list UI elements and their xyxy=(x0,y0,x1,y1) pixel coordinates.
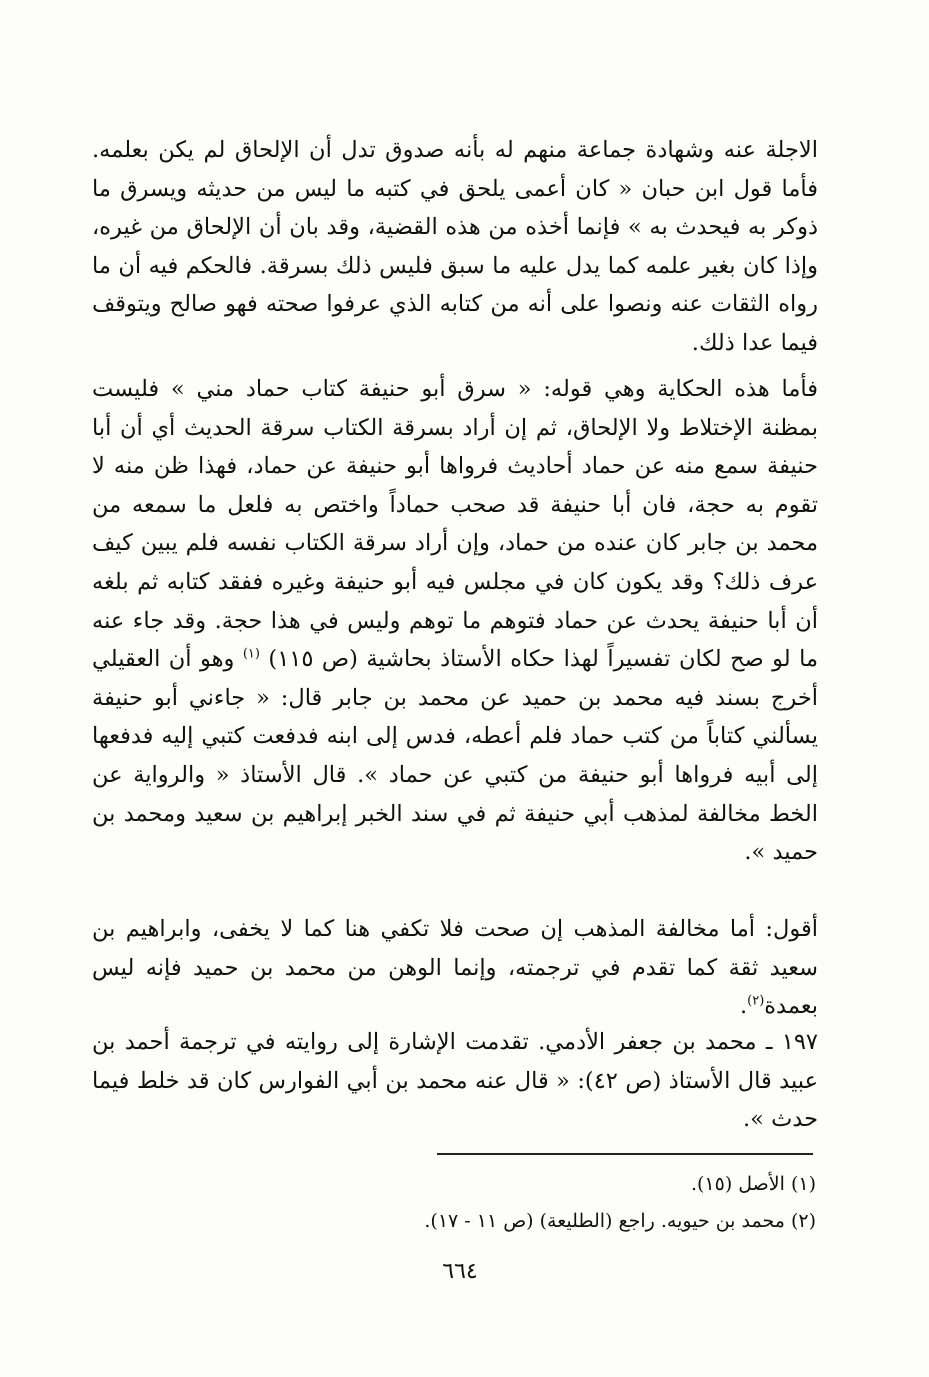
footnotes xyxy=(300,1166,816,1240)
paragraph-hikaya xyxy=(92,370,818,872)
footnote-reference-2: (٢) xyxy=(747,993,765,1009)
page-number: ٦٦٤ xyxy=(442,1259,478,1284)
entry-197 xyxy=(92,1023,818,1139)
paragraph-text-part: أقول: أما مخالفة المذهب إن صحت فلا تكفي هنا كما لا يخفى، وابراهيم بن سعيد ثقة كما تقدم في ترجمته، وإنما الوهن من محمد بن حميد فإنه ليس بعمدة xyxy=(92,916,818,1020)
paragraph-text-part: . xyxy=(739,993,748,1020)
footnote-reference-1: (١) xyxy=(242,646,260,662)
footnote-divider xyxy=(437,1153,813,1155)
paragraph-text: ١٩٧ ـ محمد بن جعفر الأدمي. تقدمت الإشارة إلى روايته في ترجمة أحمد بن عبيد قال الأستاذ (ص ٤٢): « قال عنه محمد بن أبي الفوارس كان قد خلط فيما حدث ». xyxy=(92,1029,818,1133)
footnote-2: (٢) محمد بن حيويه. راجع (الطليعة) (ص ١١ - ١٧). xyxy=(424,1210,816,1232)
paragraph-text xyxy=(92,370,818,872)
paragraph-text-part: فأما هذه الحكاية وهي قوله: « سرق أبو حنيفة كتاب حماد مني » فليست بمظنة الإختلاط ولا الإلحاق، ثم إن أراد بسرقة الكتاب سرقة الحديث أي أن أبا حنيفة سمع منه عن حماد أحاديث فرواها أبو حنيفة عن حماد، فهذا ظن منه لا تقوم به حجة، فان أبا حنيفة قد صحب حماداً واختص به فلعل ما سمعه من محمد بن جابر كان عنده من حماد، وإن أراد سرقة الكتاب نفسه فلم يبين كيف عرف ذلك؟ وقد يكون كان في مجلس فيه أبو حنيفة وغيره ففقد كتابه ثم بلغه أن أبا حنيفة يحدث عن حماد فتوهم ما توهم وليس في هذا حجة. وقد جاء عنه ما لو صح لكان تفسيراً لهذا حكاه الأستاذ بحاشية (ص ١١٥) xyxy=(92,376,818,673)
paragraph-text-part: وهو أن العقيلي أخرج بسند فيه محمد بن حميد عن محمد بن جابر قال: « جاءني أبو حنيفة يسألني كتاباً من كتب حماد فلم أعطه، فدس إلى ابنه فدفعت كتبي إليه فدفعها إلى أبيه فرواها أبو حنيفة من كتبي عن حماد ». قال الأستاذ « والرواية عن الخط مخالفة لمذهب أبي حنيفة ثم في سند الخبر إبراهيم بن سعيد ومحمد بن حميد ». xyxy=(92,646,818,866)
footnote-1: (١) الأصل (١٥). xyxy=(690,1173,816,1195)
paragraph-text: الاجلة عنه وشهادة جماعة منهم له بأنه صدوق تدل أن الإلحاق لم يكن بعلمه. فأما قول ابن حبان « كان أعمى يلحق في كتبه ما ليس من حديثه ويسرق ما ذوكر به فيحدث به » فإنما أخذه من هذه القضية، وقد بان أن الإلحاق من غيره، وإذا كان بغير علمه كما يدل عليه ما سبق فليس ذلك بسرقة. فالحكم فيه أن ما رواه الثقات عنه ونصوا على أنه من كتابه الذي عرفوا صحته فهو صالح ويتوقف فيما عدا ذلك. xyxy=(92,137,818,356)
paragraph-text xyxy=(92,910,818,1026)
paragraph-aqul xyxy=(92,910,818,1026)
paragraph-alijla xyxy=(92,131,818,363)
